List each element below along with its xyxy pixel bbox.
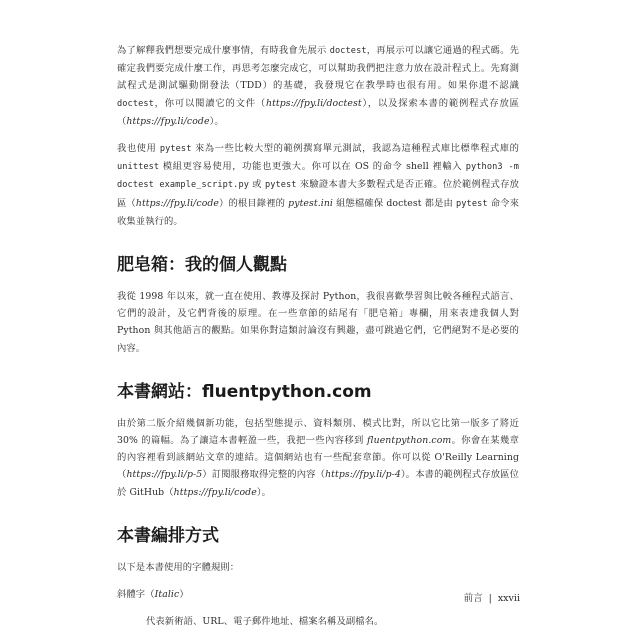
term-italic-label: Italic [154, 589, 180, 601]
text-run: ），以及探索本書的範例程式存放區（ [117, 97, 519, 127]
text-run: ，再展示可以讓它通過的程式碼。先確定我們要完成什麼工作，再思考怎麼完成它，可以幫助我們把注意力放在設計程式上。先寫測試程式是測試驅動開發法（TDD）的基礎，我發現它在教學時也很有用。如果你還不認識 [117, 45, 519, 92]
footer-section-name: 前言 [463, 593, 483, 604]
text-run: 模組更容易使用，功能也更強大。你可以在 OS 的命令 shell 裡輸入 [159, 161, 466, 173]
code-command: python3 -m doctest example_script.py [117, 162, 519, 191]
text-run: ）的根目錄裡的 [219, 197, 289, 209]
text-run: 或 [249, 179, 265, 191]
convention-term-italic [117, 586, 519, 603]
text-run: 斜體字（ [117, 589, 155, 601]
text-run: 組態檔確保 doctest 都是由 [333, 197, 456, 209]
section-heading-website: 本書網站：fluentpython.com [117, 381, 372, 402]
filename-pytest-ini: pytest.ini [288, 197, 334, 209]
text-run: 由於第二版介紹幾個新功能，包括型態提示、資料類別、模式比對，所以它比第一版多了將近 30% 的篇幅。為了讓這本書輕盈一些，我把一些內容移到 [117, 417, 519, 447]
code-pytest: pytest [159, 144, 192, 155]
url-full-content[interactable]: https://fpy.li/p-4 [325, 469, 401, 481]
code-doctest: doctest [117, 98, 154, 109]
text-run: ）。 [256, 486, 271, 498]
paragraph-pytest [117, 140, 519, 230]
code-doctest: doctest [329, 46, 367, 56]
text-run: ，你可以閱讀它的文件（ [153, 97, 266, 109]
url-oreilly[interactable]: https://fpy.li/p-5 [126, 469, 203, 481]
page-number: xxvii [497, 593, 520, 604]
text-run: ）訂閱服務取得完整的內容（ [202, 469, 326, 481]
url-fluentpython[interactable]: fluentpython.com [367, 435, 452, 447]
text-run: 來為一些比較大型的範例撰寫單元測試，我認為這種程式庫比標準程式庫的 [191, 143, 519, 155]
url-doctest-docs[interactable]: https://fpy.li/doctest [265, 97, 362, 109]
section-heading-soapbox: 肥皂箱：我的個人觀點 [117, 255, 287, 276]
paragraph-soapbox: 我從 1998 年以來，就一直在使用、教導及探討 Python，我很喜歡學習與比較各種程式語言、它們的設計，及它們背後的原理。在一些章節的結尾有「肥皂箱」專欄，用來表達我個人對 Python 與其他語言的觀點。如果你對這類討論沒有興趣，盡可跳過它們，它們絕對不是必要的內容。 [117, 291, 519, 354]
paragraph-doctest-intro [117, 42, 519, 130]
text-run: 。你會在某幾章的內容裡看到該網站文章的連結。這個網站也有一些配套章節。你可以從 O'Reilly Learning（ [117, 435, 520, 481]
page-footer [464, 590, 520, 604]
code-unittest: unittest [117, 162, 160, 173]
paragraph-website [117, 415, 519, 501]
text-run: 命令來收集並執行的。 [117, 197, 519, 227]
section-heading-conventions: 本書編排方式 [117, 525, 219, 546]
url-code-repo[interactable]: https://fpy.li/code [173, 486, 257, 498]
text-run: 為了解釋我們想要完成什麼事情，有時我會先展示 [117, 45, 330, 56]
footer-divider: | [488, 593, 492, 604]
text-run: ）。 [209, 115, 224, 127]
page-content [117, 42, 519, 630]
code-pytest: pytest [264, 180, 297, 191]
convention-definition-italic: 代表新術語、URL、電子郵件地址、檔案名稱及副檔名。 [146, 616, 384, 628]
text-run: 來驗證本書大多數程式是否正確。位於範例程式存放區（ [117, 179, 519, 209]
url-code-repo[interactable]: https://fpy.li/code [135, 197, 220, 209]
text-run: 我也使用 [117, 143, 160, 155]
text-run: ） [179, 589, 189, 601]
text-run: ）。本書的範例程式存放區位於 GitHub（ [117, 469, 519, 498]
paragraph-conventions-intro: 以下是本書使用的字體規則： [117, 561, 240, 573]
code-pytest: pytest [456, 198, 488, 209]
url-code-repo[interactable]: https://fpy.li/code [126, 115, 210, 127]
